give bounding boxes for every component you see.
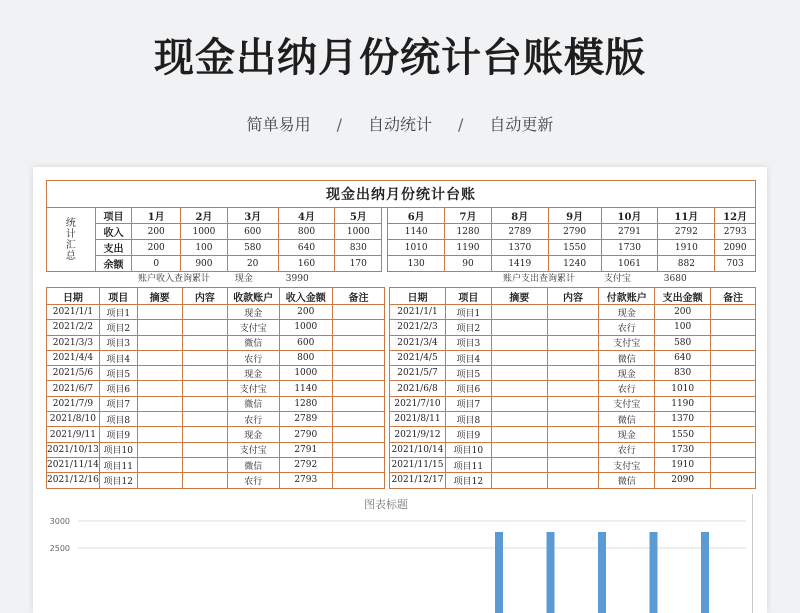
expense-ledger-cell[interactable] bbox=[491, 366, 547, 381]
income-ledger-cell[interactable]: 1140 bbox=[279, 381, 333, 396]
income-query-account[interactable]: 现金 bbox=[234, 274, 253, 284]
expense-ledger-cell[interactable]: 2021/7/10 bbox=[390, 396, 446, 411]
summary-title: 现金出纳月份统计台账 bbox=[47, 181, 756, 208]
chart-bar bbox=[701, 532, 709, 613]
summary-value-cell: 2090 bbox=[715, 240, 756, 256]
income-ledger-cell[interactable]: 项目7 bbox=[99, 396, 137, 411]
income-ledger-cell[interactable]: 2021/10/13 bbox=[47, 442, 100, 457]
income-ledger-header-cell: 摘要 bbox=[137, 288, 182, 305]
income-ledger-cell[interactable]: 2021/12/16 bbox=[47, 473, 100, 488]
summary-value-cell: 1000 bbox=[335, 224, 382, 240]
summary-month-header: 11月 bbox=[658, 208, 715, 224]
expense-query-label: 账户支出查询累计 bbox=[503, 274, 576, 284]
income-ledger-cell[interactable]: 200 bbox=[279, 305, 333, 320]
income-ledger-cell[interactable] bbox=[333, 396, 385, 411]
expense-ledger-cell[interactable]: 2090 bbox=[655, 473, 711, 488]
income-ledger-cell[interactable]: 2021/1/1 bbox=[47, 305, 100, 320]
expense-query-value: 3680 bbox=[663, 274, 687, 284]
income-ledger-cell[interactable]: 支付宝 bbox=[227, 442, 279, 457]
summary-value-cell: 2789 bbox=[491, 224, 548, 240]
income-ledger-cell[interactable]: 农行 bbox=[227, 473, 279, 488]
expense-ledger-cell[interactable]: 200 bbox=[655, 305, 711, 320]
income-ledger-cell[interactable] bbox=[137, 305, 182, 320]
expense-ledger-cell[interactable]: 2021/4/5 bbox=[390, 350, 446, 365]
expense-ledger-cell[interactable] bbox=[491, 335, 547, 350]
income-ledger-cell[interactable]: 600 bbox=[279, 335, 333, 350]
income-ledger-row bbox=[47, 366, 385, 381]
expense-ledger-cell[interactable]: 2021/6/8 bbox=[390, 381, 446, 396]
income-ledger-cell[interactable] bbox=[137, 473, 182, 488]
expense-ledger-table bbox=[389, 287, 756, 489]
expense-ledger-header-cell: 备注 bbox=[711, 288, 756, 305]
income-ledger-cell[interactable]: 项目8 bbox=[99, 412, 137, 427]
expense-ledger-cell[interactable]: 项目9 bbox=[445, 427, 491, 442]
expense-ledger-cell[interactable]: 项目1 bbox=[445, 305, 491, 320]
income-ledger-cell[interactable] bbox=[333, 457, 385, 472]
income-query-label: 账户收入查询累计 bbox=[138, 274, 211, 284]
expense-ledger-cell[interactable]: 支付宝 bbox=[599, 335, 655, 350]
expense-ledger-cell[interactable]: 2021/9/12 bbox=[390, 427, 446, 442]
expense-ledger-cell[interactable] bbox=[547, 427, 599, 442]
expense-ledger-cell[interactable] bbox=[491, 473, 547, 488]
income-ledger-cell[interactable] bbox=[333, 427, 385, 442]
income-ledger-cell[interactable]: 项目3 bbox=[99, 335, 137, 350]
expense-ledger-cell[interactable] bbox=[491, 305, 547, 320]
income-ledger-cell[interactable]: 项目4 bbox=[99, 350, 137, 365]
income-ledger-cell[interactable]: 微信 bbox=[227, 396, 279, 411]
expense-ledger-cell[interactable] bbox=[711, 427, 756, 442]
income-ledger-cell[interactable]: 现金 bbox=[227, 366, 279, 381]
summary-month-header: 7月 bbox=[445, 208, 492, 224]
income-ledger-cell[interactable] bbox=[137, 366, 182, 381]
summary-value-cell: 800 bbox=[278, 224, 335, 240]
income-ledger-row bbox=[47, 427, 385, 442]
income-ledger-cell[interactable]: 2021/6/7 bbox=[47, 381, 100, 396]
summary-value-cell: 703 bbox=[715, 256, 756, 272]
income-ledger-cell[interactable]: 微信 bbox=[227, 457, 279, 472]
expense-ledger-cell[interactable]: 1910 bbox=[655, 457, 711, 472]
income-ledger-cell[interactable]: 支付宝 bbox=[227, 320, 279, 335]
summary-month-header: 3月 bbox=[227, 208, 278, 224]
expense-ledger-cell[interactable]: 2021/11/15 bbox=[390, 457, 446, 472]
tag-separator: / bbox=[336, 115, 342, 134]
income-ledger-cell[interactable] bbox=[333, 442, 385, 457]
summary-value-cell: 200 bbox=[132, 224, 181, 240]
income-ledger-cell[interactable]: 微信 bbox=[227, 335, 279, 350]
income-ledger-cell[interactable]: 2021/9/11 bbox=[47, 427, 100, 442]
expense-ledger-row bbox=[390, 305, 756, 320]
chart-right-border bbox=[752, 494, 753, 613]
expense-ledger-cell[interactable] bbox=[547, 366, 599, 381]
expense-ledger-cell[interactable]: 项目7 bbox=[445, 396, 491, 411]
income-ledger-cell[interactable] bbox=[137, 335, 182, 350]
y-tick-label: 3000 bbox=[49, 517, 70, 526]
expense-ledger-row bbox=[390, 350, 756, 365]
income-ledger-cell[interactable] bbox=[137, 396, 182, 411]
expense-ledger-cell[interactable] bbox=[547, 381, 599, 396]
expense-ledger-cell[interactable]: 2021/8/11 bbox=[390, 412, 446, 427]
chart-bar bbox=[598, 532, 606, 613]
expense-ledger-row bbox=[390, 473, 756, 488]
expense-ledger-cell[interactable] bbox=[547, 335, 599, 350]
summary-value-cell: 1370 bbox=[491, 240, 548, 256]
income-ledger-cell[interactable]: 800 bbox=[279, 350, 333, 365]
tag-separator: / bbox=[458, 115, 464, 134]
income-ledger-row bbox=[47, 350, 385, 365]
summary-value-cell: 830 bbox=[335, 240, 382, 256]
income-ledger-cell[interactable] bbox=[182, 396, 227, 411]
income-ledger-cell[interactable]: 2021/2/2 bbox=[47, 320, 100, 335]
expense-ledger-row bbox=[390, 366, 756, 381]
summary-table bbox=[46, 180, 756, 272]
expense-ledger-cell[interactable]: 1370 bbox=[655, 412, 711, 427]
income-ledger-cell[interactable]: 1000 bbox=[279, 320, 333, 335]
income-ledger-cell[interactable] bbox=[182, 366, 227, 381]
income-ledger-cell[interactable] bbox=[182, 335, 227, 350]
expense-ledger-cell[interactable] bbox=[711, 473, 756, 488]
expense-ledger-cell[interactable]: 2021/3/4 bbox=[390, 335, 446, 350]
summary-month-header: 2月 bbox=[181, 208, 228, 224]
summary-value-cell: 1190 bbox=[445, 240, 492, 256]
income-ledger-cell[interactable]: 2793 bbox=[279, 473, 333, 488]
spreadsheet-preview bbox=[33, 167, 767, 613]
summary-value-cell: 1010 bbox=[388, 240, 445, 256]
income-ledger-cell[interactable]: 2021/8/10 bbox=[47, 412, 100, 427]
income-ledger-cell[interactable]: 2021/3/3 bbox=[47, 335, 100, 350]
income-ledger-cell[interactable]: 农行 bbox=[227, 350, 279, 365]
expense-ledger-cell[interactable] bbox=[711, 457, 756, 472]
summary-month-header: 1月 bbox=[132, 208, 181, 224]
expense-ledger-cell[interactable]: 微信 bbox=[599, 412, 655, 427]
tag-auto-update: 自动更新 bbox=[489, 115, 554, 134]
chart-bar bbox=[650, 532, 658, 613]
income-ledger-header-cell: 内容 bbox=[182, 288, 227, 305]
expense-ledger-cell[interactable]: 项目11 bbox=[445, 457, 491, 472]
income-ledger-row bbox=[47, 381, 385, 396]
expense-ledger-cell[interactable]: 微信 bbox=[599, 473, 655, 488]
expense-ledger-cell[interactable] bbox=[711, 442, 756, 457]
income-ledger-header-cell: 收款账户 bbox=[227, 288, 279, 305]
expense-ledger-cell[interactable] bbox=[711, 320, 756, 335]
income-ledger-cell[interactable] bbox=[333, 305, 385, 320]
expense-ledger-cell[interactable]: 项目4 bbox=[445, 350, 491, 365]
income-ledger-cell[interactable]: 2021/5/6 bbox=[47, 366, 100, 381]
income-ledger-cell[interactable]: 项目2 bbox=[99, 320, 137, 335]
summary-value-cell: 1910 bbox=[658, 240, 715, 256]
expense-ledger-cell[interactable] bbox=[547, 350, 599, 365]
expense-ledger-cell[interactable]: 2021/12/17 bbox=[390, 473, 446, 488]
income-ledger-cell[interactable]: 项目12 bbox=[99, 473, 137, 488]
summary-value-cell: 0 bbox=[132, 256, 181, 272]
income-ledger-cell[interactable] bbox=[137, 320, 182, 335]
income-ledger-cell[interactable]: 项目1 bbox=[99, 305, 137, 320]
expense-ledger-row bbox=[390, 427, 756, 442]
expense-ledger-header-cell: 日期 bbox=[390, 288, 446, 305]
income-ledger-cell[interactable] bbox=[333, 412, 385, 427]
summary-month-header: 8月 bbox=[491, 208, 548, 224]
income-ledger-cell[interactable] bbox=[333, 320, 385, 335]
income-ledger-cell[interactable]: 2789 bbox=[279, 412, 333, 427]
expense-ledger-header-cell: 摘要 bbox=[491, 288, 547, 305]
expense-ledger-row bbox=[390, 412, 756, 427]
income-ledger-cell[interactable] bbox=[182, 412, 227, 427]
income-ledger-row bbox=[47, 305, 385, 320]
expense-ledger-cell[interactable]: 1550 bbox=[655, 427, 711, 442]
expense-ledger-cell[interactable]: 农行 bbox=[599, 442, 655, 457]
expense-ledger-cell[interactable]: 100 bbox=[655, 320, 711, 335]
income-ledger-cell[interactable] bbox=[137, 381, 182, 396]
summary-value-cell: 2792 bbox=[658, 224, 715, 240]
expense-ledger-cell[interactable]: 现金 bbox=[599, 305, 655, 320]
expense-ledger-cell[interactable] bbox=[491, 412, 547, 427]
expense-ledger-cell[interactable] bbox=[711, 412, 756, 427]
income-ledger-cell[interactable] bbox=[182, 427, 227, 442]
row-label-project: 项目 bbox=[95, 208, 132, 224]
summary-value-cell: 90 bbox=[445, 256, 492, 272]
summary-value-cell: 1140 bbox=[388, 224, 445, 240]
summary-value-cell: 1000 bbox=[181, 224, 228, 240]
tag-auto-stat: 自动统计 bbox=[367, 115, 432, 134]
income-ledger-cell[interactable]: 现金 bbox=[227, 427, 279, 442]
income-ledger-cell[interactable] bbox=[182, 320, 227, 335]
income-ledger-cell[interactable]: 2021/4/4 bbox=[47, 350, 100, 365]
income-ledger-cell[interactable] bbox=[333, 473, 385, 488]
income-query-value: 3990 bbox=[285, 274, 309, 284]
expense-ledger-cell[interactable] bbox=[711, 366, 756, 381]
income-query bbox=[138, 271, 309, 284]
expense-ledger-cell[interactable] bbox=[547, 396, 599, 411]
summary-value-cell: 600 bbox=[227, 224, 278, 240]
income-ledger-cell[interactable]: 现金 bbox=[227, 305, 279, 320]
income-ledger-row bbox=[47, 320, 385, 335]
income-ledger-header-cell: 备注 bbox=[333, 288, 385, 305]
summary-month-header: 5月 bbox=[335, 208, 382, 224]
expense-ledger-header-cell: 付款账户 bbox=[599, 288, 655, 305]
expense-ledger-cell[interactable]: 830 bbox=[655, 366, 711, 381]
expense-ledger-cell[interactable]: 1730 bbox=[655, 442, 711, 457]
expense-ledger-cell[interactable]: 项目10 bbox=[445, 442, 491, 457]
summary-value-cell: 2790 bbox=[548, 224, 601, 240]
expense-ledger-header-cell: 项目 bbox=[445, 288, 491, 305]
income-ledger-cell[interactable] bbox=[333, 335, 385, 350]
expense-ledger-cell[interactable]: 现金 bbox=[599, 366, 655, 381]
expense-ledger-cell[interactable]: 现金 bbox=[599, 427, 655, 442]
income-ledger-cell[interactable] bbox=[182, 442, 227, 457]
expense-ledger-cell[interactable] bbox=[711, 381, 756, 396]
expense-ledger-row bbox=[390, 457, 756, 472]
summary-value-cell: 160 bbox=[278, 256, 335, 272]
income-ledger-cell[interactable]: 2791 bbox=[279, 442, 333, 457]
expense-ledger-cell[interactable] bbox=[491, 320, 547, 335]
tag-easy: 简单易用 bbox=[246, 115, 311, 134]
expense-ledger-cell[interactable]: 2021/5/7 bbox=[390, 366, 446, 381]
expense-ledger-cell[interactable]: 2021/10/14 bbox=[390, 442, 446, 457]
summary-value-cell: 2791 bbox=[601, 224, 658, 240]
summary-value-cell: 130 bbox=[388, 256, 445, 272]
income-ledger-header-cell: 日期 bbox=[47, 288, 100, 305]
expense-ledger-row bbox=[390, 320, 756, 335]
income-ledger-cell[interactable] bbox=[333, 350, 385, 365]
expense-ledger-cell[interactable]: 项目5 bbox=[445, 366, 491, 381]
income-ledger-row bbox=[47, 473, 385, 488]
expense-ledger-cell[interactable] bbox=[547, 305, 599, 320]
income-ledger-cell[interactable]: 项目6 bbox=[99, 381, 137, 396]
expense-ledger-cell[interactable]: 农行 bbox=[599, 381, 655, 396]
expense-ledger-cell[interactable] bbox=[547, 457, 599, 472]
expense-ledger-row bbox=[390, 335, 756, 350]
income-ledger-cell[interactable] bbox=[182, 381, 227, 396]
income-ledger-cell[interactable] bbox=[182, 457, 227, 472]
summary-month-header: 4月 bbox=[278, 208, 335, 224]
bar-chart bbox=[46, 494, 756, 613]
expense-ledger-cell[interactable]: 项目8 bbox=[445, 412, 491, 427]
expense-ledger-cell[interactable] bbox=[547, 442, 599, 457]
income-ledger-cell[interactable] bbox=[137, 350, 182, 365]
expense-ledger-cell[interactable]: 2021/2/3 bbox=[390, 320, 446, 335]
expense-ledger-row bbox=[390, 381, 756, 396]
income-ledger-cell[interactable] bbox=[333, 366, 385, 381]
summary-value-cell: 1419 bbox=[491, 256, 548, 272]
bar-chart-svg bbox=[46, 494, 756, 613]
income-ledger-cell[interactable]: 支付宝 bbox=[227, 381, 279, 396]
income-ledger-cell[interactable] bbox=[333, 381, 385, 396]
income-ledger-row bbox=[47, 335, 385, 350]
expense-ledger-cell[interactable] bbox=[491, 350, 547, 365]
expense-ledger-cell[interactable]: 支付宝 bbox=[599, 396, 655, 411]
income-ledger-header-cell: 项目 bbox=[99, 288, 137, 305]
expense-ledger-cell[interactable]: 1190 bbox=[655, 396, 711, 411]
summary-month-header: 9月 bbox=[548, 208, 601, 224]
summary-side-label: 统 计 汇 总 bbox=[47, 208, 96, 272]
income-ledger-cell[interactable]: 1280 bbox=[279, 396, 333, 411]
summary-month-header: 12月 bbox=[715, 208, 756, 224]
summary-value-cell: 1730 bbox=[601, 240, 658, 256]
row-label-income: 收入 bbox=[95, 224, 132, 240]
summary-value-cell: 100 bbox=[181, 240, 228, 256]
summary-value-cell: 1280 bbox=[445, 224, 492, 240]
summary-value-cell: 640 bbox=[278, 240, 335, 256]
income-ledger-row bbox=[47, 412, 385, 427]
y-tick-label: 2500 bbox=[49, 544, 70, 553]
expense-ledger-row bbox=[390, 396, 756, 411]
expense-ledger-cell[interactable]: 2021/1/1 bbox=[390, 305, 446, 320]
summary-value-cell: 2793 bbox=[715, 224, 756, 240]
expense-ledger-cell[interactable] bbox=[491, 381, 547, 396]
expense-ledger-cell[interactable] bbox=[711, 396, 756, 411]
expense-ledger-cell[interactable]: 农行 bbox=[599, 320, 655, 335]
summary-month-header: 6月 bbox=[388, 208, 445, 224]
income-ledger-cell[interactable] bbox=[137, 427, 182, 442]
income-ledger-cell[interactable] bbox=[182, 305, 227, 320]
income-ledger-cell[interactable]: 2792 bbox=[279, 457, 333, 472]
expense-ledger-cell[interactable] bbox=[547, 320, 599, 335]
banner-title: 现金出纳月份统计台账模版 bbox=[154, 35, 646, 81]
expense-ledger-cell[interactable] bbox=[547, 473, 599, 488]
income-ledger-cell[interactable] bbox=[137, 412, 182, 427]
summary-value-cell: 200 bbox=[132, 240, 181, 256]
income-ledger-cell[interactable] bbox=[182, 350, 227, 365]
expense-ledger-cell[interactable] bbox=[491, 427, 547, 442]
expense-ledger-cell[interactable]: 640 bbox=[655, 350, 711, 365]
chart-bar bbox=[547, 532, 555, 613]
income-ledger-cell[interactable]: 农行 bbox=[227, 412, 279, 427]
income-ledger-row bbox=[47, 442, 385, 457]
summary-month-header: 10月 bbox=[601, 208, 658, 224]
income-ledger-cell[interactable]: 项目11 bbox=[99, 457, 137, 472]
summary-value-cell: 20 bbox=[227, 256, 278, 272]
income-ledger-cell[interactable]: 2790 bbox=[279, 427, 333, 442]
expense-ledger-cell[interactable] bbox=[491, 442, 547, 457]
expense-ledger-cell[interactable] bbox=[547, 412, 599, 427]
income-ledger-cell[interactable] bbox=[137, 457, 182, 472]
expense-ledger-cell[interactable]: 1010 bbox=[655, 381, 711, 396]
row-label-expense: 支出 bbox=[95, 240, 132, 256]
summary-value-cell: 1550 bbox=[548, 240, 601, 256]
expense-ledger-cell[interactable]: 项目12 bbox=[445, 473, 491, 488]
expense-ledger-header-cell: 内容 bbox=[547, 288, 599, 305]
income-ledger-cell[interactable]: 项目5 bbox=[99, 366, 137, 381]
expense-ledger-cell[interactable]: 项目6 bbox=[445, 381, 491, 396]
expense-ledger-cell[interactable]: 项目3 bbox=[445, 335, 491, 350]
summary-value-cell: 170 bbox=[335, 256, 382, 272]
expense-ledger-header-cell: 支出金额 bbox=[655, 288, 711, 305]
income-ledger-table bbox=[46, 287, 385, 489]
income-ledger-cell[interactable]: 项目9 bbox=[99, 427, 137, 442]
expense-ledger-cell[interactable] bbox=[711, 305, 756, 320]
summary-value-cell: 1061 bbox=[601, 256, 658, 272]
income-ledger-cell[interactable]: 项目10 bbox=[99, 442, 137, 457]
expense-ledger-cell[interactable] bbox=[491, 396, 547, 411]
summary-value-cell: 882 bbox=[658, 256, 715, 272]
expense-ledger-cell[interactable]: 项目2 bbox=[445, 320, 491, 335]
income-ledger-cell[interactable]: 1000 bbox=[279, 366, 333, 381]
income-ledger-cell[interactable] bbox=[182, 473, 227, 488]
summary-value-cell: 900 bbox=[181, 256, 228, 272]
expense-ledger-cell[interactable] bbox=[711, 350, 756, 365]
banner-tags bbox=[0, 112, 800, 135]
summary-value-cell: 580 bbox=[227, 240, 278, 256]
expense-ledger-row bbox=[390, 442, 756, 457]
row-label-balance: 余额 bbox=[95, 256, 132, 272]
expense-ledger-cell[interactable]: 微信 bbox=[599, 350, 655, 365]
income-ledger-row bbox=[47, 457, 385, 472]
chart-title: 图表标题 bbox=[364, 498, 408, 511]
income-ledger-cell[interactable]: 2021/7/9 bbox=[47, 396, 100, 411]
expense-query bbox=[503, 271, 687, 284]
income-ledger-cell[interactable] bbox=[137, 442, 182, 457]
income-ledger-cell[interactable]: 2021/11/14 bbox=[47, 457, 100, 472]
expense-query-account[interactable]: 支付宝 bbox=[603, 274, 631, 284]
summary-value-cell: 1240 bbox=[548, 256, 601, 272]
expense-ledger-cell[interactable] bbox=[711, 335, 756, 350]
chart-bar bbox=[495, 532, 503, 613]
expense-ledger-cell[interactable] bbox=[491, 457, 547, 472]
income-ledger-header-cell: 收入金额 bbox=[279, 288, 333, 305]
income-ledger-row bbox=[47, 396, 385, 411]
expense-ledger-cell[interactable]: 支付宝 bbox=[599, 457, 655, 472]
expense-ledger-cell[interactable]: 580 bbox=[655, 335, 711, 350]
